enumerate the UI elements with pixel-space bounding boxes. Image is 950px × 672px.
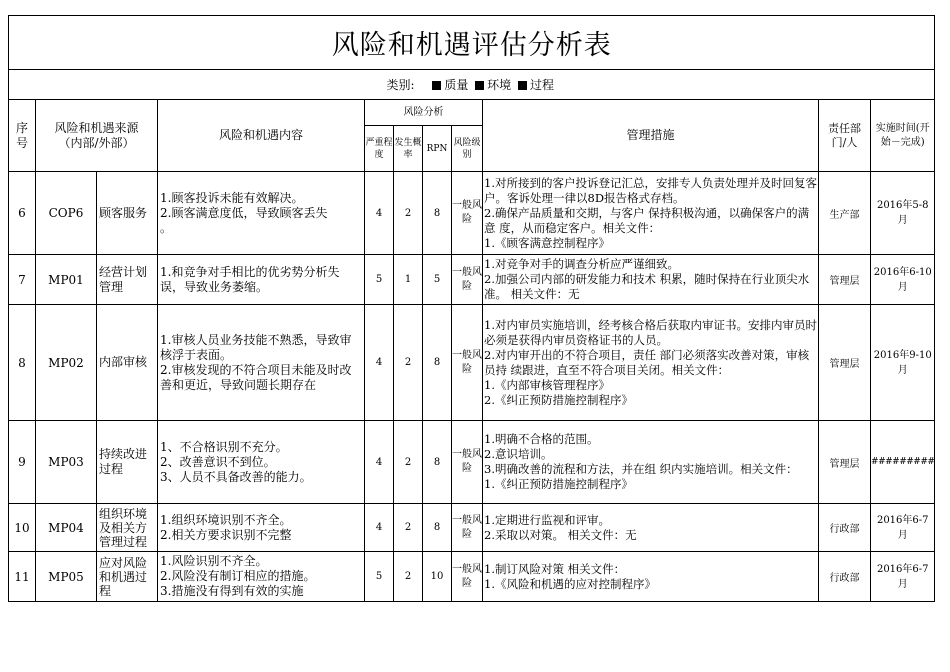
row-probability: 2 — [394, 305, 423, 421]
measure-line: 3.明确改善的流程和方法，并在组 织内实施培训。相关文件： — [484, 462, 798, 476]
content-line: 1、不合格识别不充分。 — [160, 439, 288, 454]
row-severity: 4 — [365, 305, 394, 421]
table-row — [9, 421, 935, 504]
row-dept: 管理层 — [819, 305, 871, 421]
category-option-label: 质量 — [444, 78, 469, 92]
row-seq: 9 — [9, 421, 36, 504]
row-source: 持续改进过程 — [97, 421, 158, 504]
measure-line: 1.对所接到的客户投诉登记汇总，安排专人负责处理并及时回复客户。客诉处理一律以8D报告格式存档。 — [484, 175, 817, 205]
content-line: 1.组织环境识别不齐全。 — [160, 512, 292, 527]
row-content — [158, 504, 365, 552]
row-time: 2016年5-8月 — [871, 172, 935, 255]
row-measures — [483, 552, 819, 602]
header-source: 风险和机遇来源（内部/外部） — [36, 100, 158, 172]
measure-line: 1.对内审员实施培训，经考核合格后获取内审证书。安排内审员时必须是获得内审员资格证书的人员。 — [484, 317, 817, 347]
row-content — [158, 421, 365, 504]
measure-line: 1.《顾客满意控制程序》 — [484, 235, 610, 250]
row-probability: 1 — [394, 255, 423, 305]
row-content — [158, 305, 365, 421]
row-time: 2016年9-10月 — [871, 305, 935, 421]
row-severity: 5 — [365, 552, 394, 602]
content-line: 2、改善意识不到位。 — [160, 454, 276, 469]
category-option-label: 环境 — [487, 78, 512, 92]
category-label: 类别: — [386, 78, 415, 92]
row-source: 内部审核 — [97, 305, 158, 421]
category-option-environment — [475, 78, 511, 92]
header-content: 风险和机遇内容 — [158, 100, 365, 172]
measure-line: 1.《内部审核管理程序》 — [484, 377, 610, 392]
row-measures — [483, 305, 819, 421]
row-rpn: 10 — [423, 552, 452, 602]
row-dept: 管理层 — [819, 421, 871, 504]
table-row — [9, 172, 935, 255]
title-row — [9, 16, 935, 70]
row-dept: 管理层 — [819, 255, 871, 305]
row-seq: 8 — [9, 305, 36, 421]
row-seq: 7 — [9, 255, 36, 305]
row-severity: 4 — [365, 504, 394, 552]
measure-line: 2.采取以对策。 相关文件：无 — [484, 527, 637, 542]
table-row — [9, 255, 935, 305]
row-level: 一般风险 — [452, 504, 483, 552]
row-code: MP03 — [36, 421, 97, 504]
row-severity: 4 — [365, 172, 394, 255]
measure-line: 2.确保产品质量和交期，与客户 保持积极沟通，以确保客户的满意 度，从而稳定客户。相关文件： — [484, 205, 810, 235]
row-rpn: 8 — [423, 421, 452, 504]
table-row — [9, 552, 935, 602]
header-time: 实施时间(开始－完成) — [871, 100, 935, 172]
row-level: 一般风险 — [452, 552, 483, 602]
row-probability: 2 — [394, 504, 423, 552]
row-seq: 11 — [9, 552, 36, 602]
category-option-label: 过程 — [530, 78, 555, 92]
header-risk-analysis: 风险分析 — [365, 100, 483, 126]
row-dept: 生产部 — [819, 172, 871, 255]
measure-line: 2.对内审开出的不符合项目，责任 部门必须落实改善对策，审核员持 续跟进，直至不符合项目关闭。相关文件： — [484, 347, 810, 377]
row-probability: 2 — [394, 172, 423, 255]
header-level: 风险级别 — [452, 126, 483, 172]
content-line: 1.顾客投诉未能有效解决。 — [160, 190, 304, 205]
category-option-process — [518, 78, 554, 92]
row-severity: 4 — [365, 421, 394, 504]
row-level: 一般风险 — [452, 421, 483, 504]
content-line: 2.顾客满意度低，导致顾客丢失 — [160, 205, 328, 220]
row-code: MP04 — [36, 504, 97, 552]
row-probability: 2 — [394, 552, 423, 602]
row-content — [158, 172, 365, 255]
category-option-quality — [432, 78, 468, 92]
filled-square-icon — [475, 81, 484, 90]
row-time: 2016年6-10月 — [871, 255, 935, 305]
measure-line: 1.明确不合格的范围。 — [484, 432, 599, 446]
row-source: 组织环境及相关方管理过程 — [97, 504, 158, 552]
header-row-1 — [9, 100, 935, 126]
row-source: 经营计划管理 — [97, 255, 158, 305]
measure-line: 2.加强公司内部的研发能力和技术 积累，随时保持在行业顶尖水准。 相关文件：无 — [484, 272, 810, 301]
header-measures: 管理措施 — [483, 100, 819, 172]
row-measures — [483, 255, 819, 305]
row-time: 2016年6-7月 — [871, 552, 935, 602]
filled-square-icon — [432, 81, 441, 90]
row-level: 一般风险 — [452, 305, 483, 421]
row-content — [158, 255, 365, 305]
row-dept: 行政部 — [819, 552, 871, 602]
content-line: 1.审核人员业务技能不熟悉，导致审核浮于表面。 — [160, 332, 352, 362]
row-time: 2016年6-7月 — [871, 504, 935, 552]
measure-line: 1.制订风险对策 相关文件： — [484, 561, 626, 576]
table-row — [9, 504, 935, 552]
row-content — [158, 552, 365, 602]
row-seq: 10 — [9, 504, 36, 552]
row-code: MP05 — [36, 552, 97, 602]
content-line: 1.风险识别不齐全。 — [160, 554, 268, 568]
row-rpn: 8 — [423, 172, 452, 255]
header-rpn: RPN — [423, 126, 452, 172]
row-time: ######### — [871, 421, 935, 504]
row-source: 应对风险和机遇过程 — [97, 552, 158, 602]
category-row — [9, 70, 935, 100]
risk-assessment-table — [8, 15, 935, 602]
row-rpn: 8 — [423, 305, 452, 421]
row-seq: 6 — [9, 172, 36, 255]
content-line: 。 — [160, 220, 173, 235]
row-measures — [483, 421, 819, 504]
table-row — [9, 305, 935, 421]
header-seq: 序号 — [9, 100, 36, 172]
row-rpn: 8 — [423, 504, 452, 552]
category-cell — [9, 70, 935, 100]
content-line: 3.措施没有得到有效的实施 — [160, 584, 304, 598]
measure-line: 1.定期进行监视和评审。 — [484, 512, 610, 527]
row-code: MP01 — [36, 255, 97, 305]
sheet-title-cell — [9, 16, 935, 70]
row-severity: 5 — [365, 255, 394, 305]
row-level: 一般风险 — [452, 255, 483, 305]
header-severity: 严重程度 — [365, 126, 394, 172]
measure-line: 1.《纠正预防措施控制程序》 — [484, 477, 633, 491]
header-dept: 责任部门/人 — [819, 100, 871, 172]
content-line: 2.相关方要求识别不完整 — [160, 527, 292, 542]
content-line: 1.和竞争对手相比的优劣势分析失误，导致业务萎缩。 — [160, 264, 340, 294]
row-measures — [483, 172, 819, 255]
row-level: 一般风险 — [452, 172, 483, 255]
sheet-title: 风险和机遇评估分析表 — [331, 30, 612, 61]
row-source: 顾客服务 — [97, 172, 158, 255]
content-line: 2.审核发现的不符合项目未能及时改善和更近，导致问题长期存在 — [160, 362, 352, 392]
header-probability: 发生概率 — [394, 126, 423, 172]
measure-line: 1.《风险和机遇的应对控制程序》 — [484, 576, 656, 591]
measure-line: 1.对竞争对手的调查分析应严谨细致。 — [484, 257, 679, 271]
row-probability: 2 — [394, 421, 423, 504]
row-code: COP6 — [36, 172, 97, 255]
row-code: MP02 — [36, 305, 97, 421]
row-dept: 行政部 — [819, 504, 871, 552]
row-measures — [483, 504, 819, 552]
content-line: 3、人员不具备改善的能力。 — [160, 469, 312, 484]
measure-line: 2.《纠正预防措施控制程序》 — [484, 392, 633, 407]
filled-square-icon — [518, 81, 527, 90]
content-line: 2.风险没有制订相应的措施。 — [160, 569, 316, 583]
measure-line: 2.意识培训。 — [484, 447, 553, 461]
row-rpn: 5 — [423, 255, 452, 305]
